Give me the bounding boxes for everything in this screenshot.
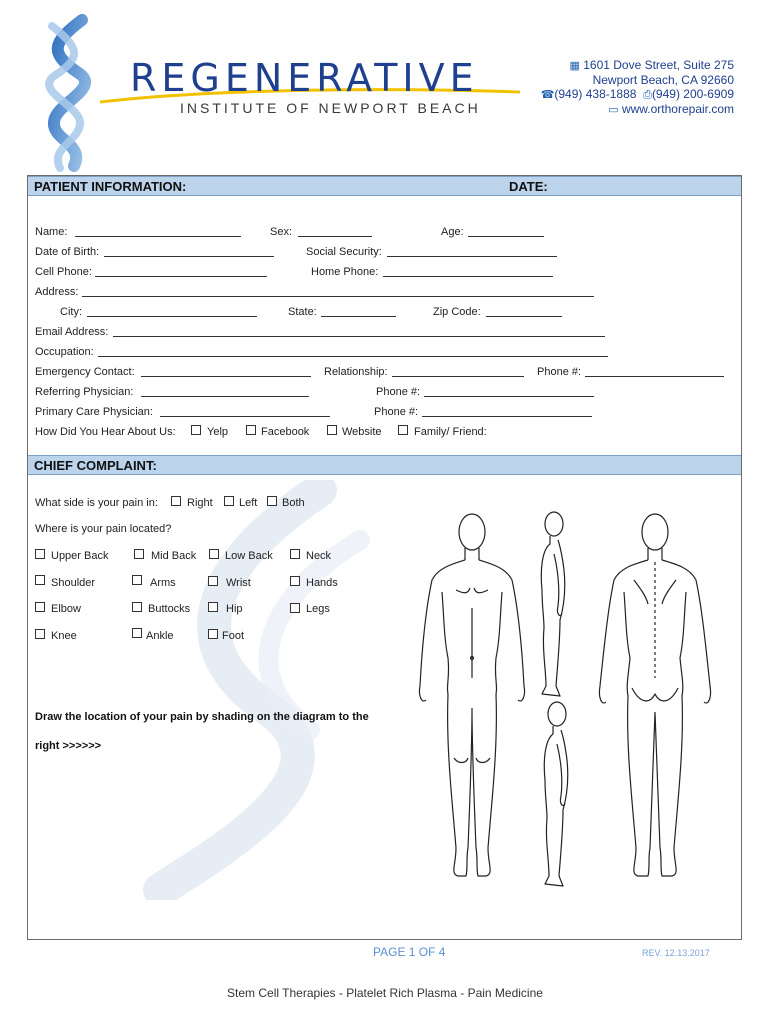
page-number: PAGE 1 OF 4 bbox=[373, 945, 446, 959]
right-side-checkbox[interactable] bbox=[171, 496, 181, 506]
phone-icon: ☎ bbox=[540, 89, 555, 101]
both-sides-label: Both bbox=[282, 497, 305, 509]
legs-checkbox[interactable] bbox=[290, 603, 300, 613]
patient-info-header bbox=[28, 176, 741, 196]
chief-complaint-header bbox=[28, 455, 741, 475]
dna-logo-icon bbox=[30, 14, 105, 174]
yelp-label: Yelp bbox=[207, 426, 229, 438]
sex-label: Sex: bbox=[270, 226, 293, 238]
dob-label: Date of Birth: bbox=[35, 246, 100, 258]
body-side-diagram-upper[interactable] bbox=[530, 510, 580, 700]
revision-label: REV. 12.13.2017 bbox=[642, 948, 710, 958]
background-swirl-icon bbox=[120, 480, 380, 900]
logo-wordmark: REGENERATIVE bbox=[130, 56, 479, 100]
address-label: Address: bbox=[35, 286, 79, 298]
hands-checkbox[interactable] bbox=[290, 576, 300, 586]
website-line: ▭ www.orthorepair.com bbox=[608, 102, 734, 116]
home-phone-field[interactable] bbox=[383, 266, 553, 277]
building-icon: ▦ bbox=[569, 60, 580, 72]
pain-location-question: Where is your pain located? bbox=[35, 523, 172, 535]
footer-tagline: Stem Cell Therapies - Platelet Rich Plasma - Pain Medicine bbox=[227, 986, 543, 1000]
ssn-field[interactable] bbox=[387, 246, 557, 257]
body-front-diagram[interactable] bbox=[412, 508, 532, 890]
address-line-1: ▦ 1601 Dove Street, Suite 275 bbox=[569, 58, 734, 72]
email-field[interactable] bbox=[113, 326, 605, 337]
website-checkbox[interactable] bbox=[327, 425, 337, 435]
ankle-label: Ankle bbox=[146, 630, 174, 642]
neck-label: Neck bbox=[306, 550, 332, 562]
low-back-label: Low Back bbox=[225, 550, 273, 562]
primary-phone-field[interactable] bbox=[422, 406, 592, 417]
cell-phone-field[interactable] bbox=[95, 266, 267, 277]
occupation-label: Occupation: bbox=[35, 346, 94, 358]
body-back-diagram[interactable] bbox=[590, 508, 720, 890]
facebook-label: Facebook bbox=[261, 426, 310, 438]
left-side-label: Left bbox=[239, 497, 258, 509]
neck-checkbox[interactable] bbox=[290, 549, 300, 559]
occupation-field[interactable] bbox=[98, 346, 608, 357]
upper-back-checkbox[interactable] bbox=[35, 549, 45, 559]
wrist-label: Wrist bbox=[226, 577, 251, 589]
elbow-label: Elbow bbox=[51, 603, 81, 615]
relationship-field[interactable] bbox=[392, 366, 524, 377]
body-side-diagram-lower[interactable] bbox=[535, 700, 585, 890]
name-field[interactable] bbox=[75, 226, 241, 237]
shoulder-checkbox[interactable] bbox=[35, 575, 45, 585]
low-back-checkbox[interactable] bbox=[209, 549, 219, 559]
home-phone-label: Home Phone: bbox=[311, 266, 379, 278]
primary-phone-label: Phone #: bbox=[374, 406, 419, 418]
age-field[interactable] bbox=[468, 226, 544, 237]
buttocks-label: Buttocks bbox=[148, 603, 191, 615]
emergency-contact-label: Emergency Contact: bbox=[35, 366, 135, 378]
family-friend-checkbox[interactable] bbox=[398, 425, 408, 435]
zip-label: Zip Code: bbox=[433, 306, 481, 318]
elbow-checkbox[interactable] bbox=[35, 602, 45, 612]
emergency-contact-field[interactable] bbox=[141, 366, 311, 377]
referring-physician-label: Referring Physician: bbox=[35, 386, 134, 398]
foot-checkbox[interactable] bbox=[208, 629, 218, 639]
foot-label: Foot bbox=[222, 630, 245, 642]
fax-icon: ⎙ bbox=[643, 89, 652, 101]
buttocks-checkbox[interactable] bbox=[132, 602, 142, 612]
age-label: Age: bbox=[441, 226, 464, 238]
hear-about-label: How Did You Hear About Us: bbox=[35, 426, 176, 438]
referring-phone-label: Phone #: bbox=[376, 386, 421, 398]
draw-instruction-line-1: Draw the location of your pain by shading on the diagram to the bbox=[35, 711, 369, 723]
city-field[interactable] bbox=[87, 306, 257, 317]
date-label: DATE: bbox=[509, 179, 548, 194]
relationship-label: Relationship: bbox=[324, 366, 388, 378]
hip-label: Hip bbox=[226, 603, 243, 615]
emergency-phone-field[interactable] bbox=[585, 366, 724, 377]
zip-field[interactable] bbox=[486, 306, 562, 317]
wrist-checkbox[interactable] bbox=[208, 576, 218, 586]
pain-side-question: What side is your pain in: bbox=[35, 497, 158, 509]
dob-field[interactable] bbox=[104, 246, 274, 257]
draw-instruction-line-2: right >>>>>> bbox=[35, 740, 102, 752]
state-label: State: bbox=[288, 306, 317, 318]
website-label: Website bbox=[342, 426, 382, 438]
yelp-checkbox[interactable] bbox=[191, 425, 201, 435]
cell-phone-label: Cell Phone: bbox=[35, 266, 92, 278]
mid-back-checkbox[interactable] bbox=[134, 549, 144, 559]
address-field[interactable] bbox=[82, 286, 594, 297]
right-side-label: Right bbox=[187, 497, 213, 509]
arms-label: Arms bbox=[150, 577, 176, 589]
sex-field[interactable] bbox=[298, 226, 372, 237]
address-line-2: Newport Beach, CA 92660 bbox=[592, 73, 734, 87]
email-label: Email Address: bbox=[35, 326, 109, 338]
upper-back-label: Upper Back bbox=[51, 550, 109, 562]
hands-label: Hands bbox=[306, 577, 338, 589]
left-side-checkbox[interactable] bbox=[224, 496, 234, 506]
ssn-label: Social Security: bbox=[306, 246, 382, 258]
referring-phone-field[interactable] bbox=[424, 386, 594, 397]
primary-physician-label: Primary Care Physician: bbox=[35, 406, 153, 418]
primary-physician-field[interactable] bbox=[160, 406, 330, 417]
hip-checkbox[interactable] bbox=[208, 602, 218, 612]
chief-complaint-title: CHIEF COMPLAINT: bbox=[34, 458, 157, 473]
logo-subtitle: INSTITUTE OF NEWPORT BEACH bbox=[180, 100, 481, 116]
phone-line: ☎(949) 438-1888 ⎙(949) 200-6909 bbox=[540, 87, 734, 101]
arms-checkbox[interactable] bbox=[132, 575, 142, 585]
ankle-checkbox[interactable] bbox=[132, 628, 142, 638]
state-field[interactable] bbox=[321, 306, 396, 317]
emergency-phone-label: Phone #: bbox=[537, 366, 582, 378]
monitor-icon: ▭ bbox=[608, 104, 619, 116]
referring-physician-field[interactable] bbox=[141, 386, 309, 397]
facebook-checkbox[interactable] bbox=[246, 425, 256, 435]
city-label: City: bbox=[60, 306, 82, 318]
patient-info-title: PATIENT INFORMATION: bbox=[34, 179, 187, 194]
legs-label: Legs bbox=[306, 603, 330, 615]
mid-back-label: Mid Back bbox=[151, 550, 197, 562]
knee-checkbox[interactable] bbox=[35, 629, 45, 639]
family-friend-label: Family/ Friend: bbox=[414, 426, 487, 438]
knee-label: Knee bbox=[51, 630, 77, 642]
both-sides-checkbox[interactable] bbox=[267, 496, 277, 506]
shoulder-label: Shoulder bbox=[51, 577, 96, 589]
name-label: Name: bbox=[35, 226, 68, 238]
